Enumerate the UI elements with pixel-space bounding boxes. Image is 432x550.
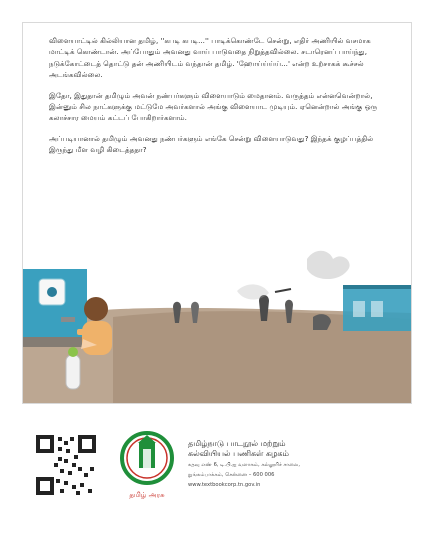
page-frame: [22, 22, 412, 404]
tn-govt-emblem-icon: [116, 429, 178, 503]
publisher-address-line1: கதவு எண் 6, டி.பி.ஐ வளாகம், கல்லூரிச் சாலை,: [188, 462, 300, 468]
paragraph-1: விளையாட்டில் கில்லியான தமிழ், ''கபடி கபடி...'' பாடிக்கொண்டே சென்று, எதிர் அணியில் வசமாக மாட்டிக் கொண்டான். அப்போதும் அவனது வாய் பாடுவதை நிறுத்தவில்லை. சடாரெனப் பாய்ந்து, நடுக்கோட்டைத் தொட்டு தன் அணியிடம் வந்தான் தமிழ். 'ஹோய்ய்ய்ய்...' என்ற உற்சாகக் கூச்சல் அடங்கவில்லை.: [49, 36, 371, 80]
paragraph-2: இதோ, இதுதான் தமிழும் அவன் நண்பர்களும் விளையாடும் மைதானம். வருத்தம் என்னவென்றால், இன்னும் சில நாட்களுக்கு மட்டுமே அவர்களால் அங்கு விளையாட முடியும். ஏனென்றால் அங்கு ஒரு கலாச்சார மையம் கட்டப் போகிறார்களாம்.: [49, 90, 378, 123]
qr-code-icon: [34, 433, 98, 497]
publisher-name-line1: தமிழ்நாடு பாடநூல் மற்றும்: [188, 439, 286, 448]
logo-caption: தமிழ் அரசு: [129, 491, 165, 499]
story-text: [49, 35, 389, 165]
paragraph-3: அப்படியானால் தமிழும் அவனது நண்பர்களும் எங்கே சென்று விளையாடுவது? இந்தக் குழப்பத்தில் இருந்து மீள வழி கிடைத்ததா?: [49, 133, 374, 155]
playground-illustration: [23, 219, 411, 403]
publisher-footer: [0, 405, 432, 550]
building-left: [23, 269, 87, 347]
building-right: [343, 285, 411, 331]
publisher-info: [188, 439, 413, 490]
publisher-address-line2: நுங்கம்பாக்கம், சென்னை – 600 006: [188, 472, 275, 479]
publisher-website[interactable]: www.textbookcorp.tn.gov.in: [188, 482, 261, 489]
publisher-name-line2: கல்வியியல் பணிகள் கழகம்: [188, 449, 289, 458]
